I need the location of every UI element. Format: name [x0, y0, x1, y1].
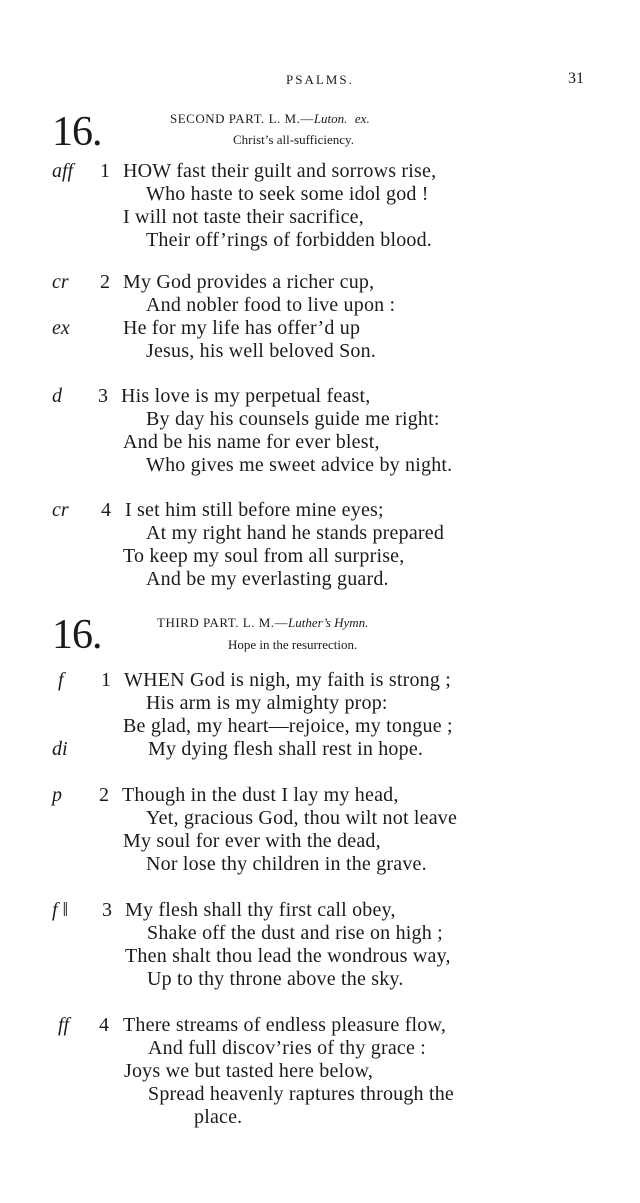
- verse-number: 3: [102, 899, 112, 921]
- verse-line: Yet, gracious God, thou wilt not leave: [146, 807, 458, 829]
- verse-line: Spread heavenly raptures through the: [148, 1083, 454, 1105]
- verse-line: Jesus, his well beloved Son.: [146, 340, 377, 362]
- verse-number: 1: [100, 160, 110, 182]
- hymn-heading: [157, 615, 368, 631]
- verse-line: Up to thy throne above the sky.: [147, 968, 404, 990]
- line-dynamic-mark: di: [52, 738, 68, 760]
- verse-dynamic-mark: ff: [58, 1014, 70, 1036]
- verse-dynamic-mark: cr: [52, 271, 69, 293]
- hymn-heading: [170, 111, 370, 127]
- verse-number: 3: [98, 385, 108, 407]
- hymn-subtitle: Christ’s all-sufficiency.: [233, 132, 354, 147]
- verse-line: His arm is my almighty prop:: [146, 692, 388, 714]
- hymn-meter: L. M.—: [268, 111, 314, 126]
- page-number: 31: [568, 70, 584, 87]
- verse-line: And be his name for ever blest,: [123, 431, 380, 453]
- verse-number: 2: [100, 271, 110, 293]
- verse-line: At my right hand he stands prepared: [146, 522, 445, 544]
- verse-number: 4: [99, 1014, 109, 1036]
- verse-line: By day his counsels guide me right:: [146, 408, 440, 430]
- hymn-number: 16.: [52, 109, 102, 155]
- verse-line: And full discov’ries of thy grace :: [148, 1037, 427, 1059]
- verse-line: I set him still before mine eyes;: [125, 499, 384, 521]
- line-dynamic-mark: ex: [52, 317, 70, 339]
- verse-line: My flesh shall thy first call obey,: [125, 899, 396, 921]
- verse-line: My God provides a richer cup,: [123, 271, 375, 293]
- hymn-meter: L. M.—: [242, 615, 289, 630]
- running-header: PSALMS.: [286, 72, 354, 87]
- verse-line: My dying flesh shall rest in hope.: [148, 738, 424, 760]
- verse-dynamic-mark: aff: [52, 160, 74, 182]
- verse-line: I will not taste their sacrifice,: [123, 206, 364, 228]
- verse-line: And nobler food to live upon :: [146, 294, 396, 316]
- verse-line: HOW fast their guilt and sorrows rise,: [123, 160, 437, 182]
- verse-line: Be glad, my heart—rejoice, my tongue ;: [123, 715, 453, 737]
- verse-line: Then shalt thou lead the wondrous way,: [125, 945, 451, 967]
- hymn-number: 16.: [52, 612, 102, 658]
- verse-line: place.: [194, 1106, 243, 1128]
- verse-line: Nor lose thy children in the grave.: [146, 853, 427, 875]
- verse-line: WHEN God is nigh, my faith is strong ;: [124, 669, 452, 691]
- hymn-tune: Luther’s Hymn.: [288, 615, 369, 630]
- verse-dynamic-mark: cr: [52, 499, 69, 521]
- verse-line: Though in the dust I lay my head,: [122, 784, 399, 806]
- hymn-tune-mark: ex.: [354, 111, 370, 126]
- verse-line: And be my everlasting guard.: [146, 568, 389, 590]
- verse-line: My soul for ever with the dead,: [123, 830, 381, 852]
- verse-line: Who haste to seek some idol god !: [146, 183, 429, 205]
- verse-dynamic-mark: f ‖: [52, 899, 69, 921]
- hymn-part: THIRD PART.: [157, 615, 240, 630]
- verse-number: 4: [101, 499, 111, 521]
- verse-line: There streams of endless pleasure flow,: [123, 1014, 447, 1036]
- verse-number: 1: [101, 669, 111, 691]
- verse-dynamic-mark: f: [58, 669, 64, 691]
- verse-line: Joys we but tasted here below,: [124, 1060, 374, 1082]
- verse-line: Shake off the dust and rise on high ;: [147, 922, 443, 944]
- verse-dynamic-mark: p: [52, 784, 62, 806]
- verse-dynamic-mark: d: [52, 385, 62, 407]
- verse-line: He for my life has offer’d up: [123, 317, 361, 339]
- verse-line: To keep my soul from all surprise,: [123, 545, 405, 567]
- verse-number: 2: [99, 784, 109, 806]
- hymn-tune: Luton.: [313, 111, 348, 126]
- hymn-part: SECOND PART.: [170, 111, 265, 126]
- hymn-subtitle: Hope in the resurrection.: [228, 637, 358, 652]
- verse-line: Who gives me sweet advice by night.: [146, 454, 453, 476]
- verse-line: His love is my perpetual feast,: [121, 385, 371, 407]
- verse-line: Their off’rings of forbidden blood.: [146, 229, 433, 251]
